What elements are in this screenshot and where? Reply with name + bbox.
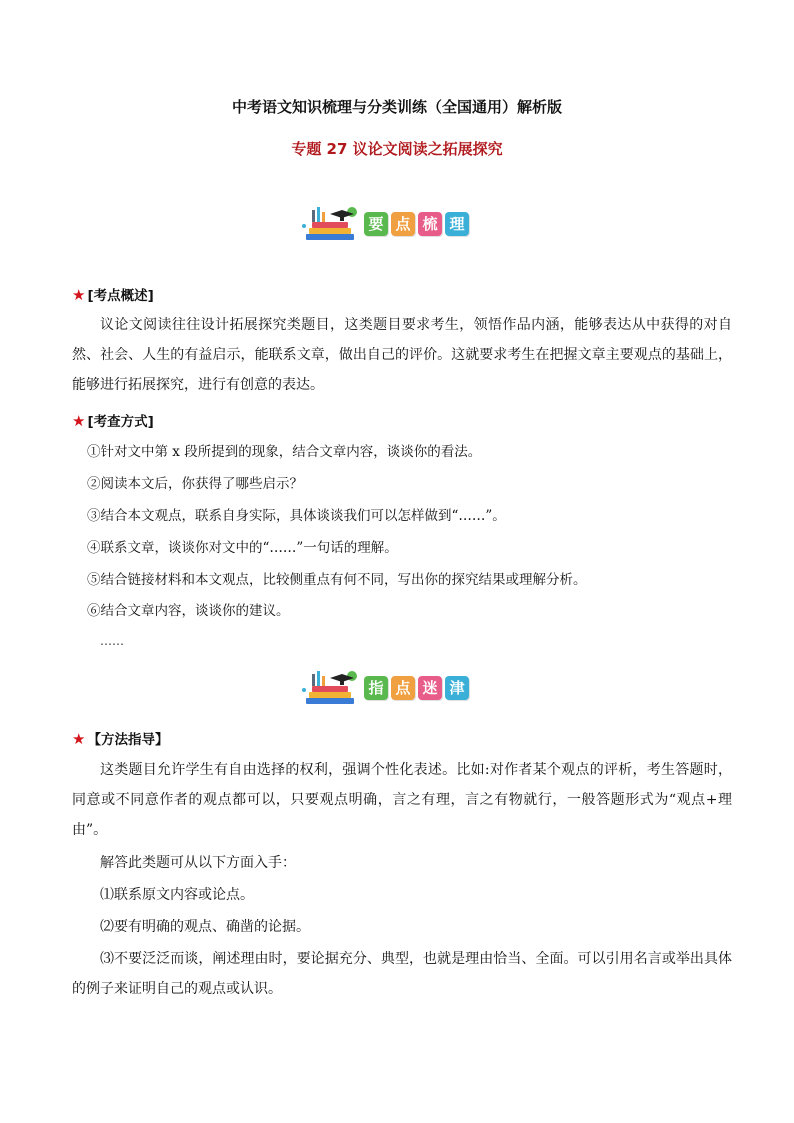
star-icon: ★ — [72, 412, 86, 430]
list-ellipsis: …… — [100, 634, 124, 648]
star-icon: ★ — [72, 286, 86, 304]
section-heading-overview: ★ [考点概述] — [72, 286, 154, 304]
list-item: ④联系文章，谈谈你对文中的“……”一句话的理解。 — [87, 540, 398, 556]
banner-char-tile: 津 — [445, 676, 469, 700]
document-title: 中考语文知识梳理与分类训练（全国通用）解析版 — [231, 98, 562, 116]
approach-point: ⑴联系原文内容或论点。 — [100, 887, 254, 903]
list-item: ③结合本文观点，联系自身实际，具体谈谈我们可以怎样做到“……”。 — [87, 508, 506, 524]
banner-char-tile: 点 — [391, 676, 415, 700]
section-heading-exam-methods: ★ [考查方式] — [72, 412, 154, 430]
banner-char-tile: 要 — [364, 212, 388, 236]
method-paragraph: 这类题目允许学生有自由选择的权利，强调个性化表述。比如:对作者某个观点的评析，考生答题时，同意或不同意作者的观点都可以，只要观点明确，言之有理，言之有物就行，一般答题形式为“观点+理由”。 — [72, 762, 732, 838]
banner-char-tile: 梳 — [418, 212, 442, 236]
topic-title: 专题 27 议论文阅读之拓展探究 — [291, 140, 503, 158]
list-item: ②阅读本文后，你获得了哪些启示？ — [87, 476, 303, 492]
section-heading-method-guide: ★ 【方法指导】 — [72, 730, 169, 748]
banner-char-tile: 指 — [364, 676, 388, 700]
approach-point: ⑶不要泛泛而谈，阐述理由时，要论据充分、典型，也就是理由恰当、全面。可以引用名言或举出具体的例子来证明自己的观点或认识。 — [72, 951, 732, 997]
banner-char-tile: 迷 — [418, 676, 442, 700]
section-banner-guidance — [300, 668, 500, 708]
banner-char-tile: 点 — [391, 212, 415, 236]
books-icon — [300, 668, 364, 708]
list-item: ⑤结合链接材料和本文观点，比较侧重点有何不同，写出你的探究结果或理解分析。 — [87, 572, 587, 588]
overview-paragraph: 议论文阅读往往设计拓展探究类题目，这类题目要求考生，领悟作品内涵，能够表达从中获得的对自然、社会、人生的有益启示，能联系文章，做出自己的评价。这就要求考生在把握文章主要观点的基础上，能够进行拓展探究，进行有创意的表达。 — [72, 317, 732, 393]
section-banner-key-points — [300, 204, 500, 244]
approach-point: ⑵要有明确的观点、确凿的论据。 — [100, 919, 310, 935]
star-icon: ★ — [72, 730, 86, 748]
list-item: ①针对文中第 x 段所提到的现象，结合文章内容，谈谈你的看法。 — [87, 444, 482, 460]
list-item: ⑥结合文章内容，谈谈你的建议。 — [87, 603, 290, 619]
books-icon — [300, 204, 364, 244]
approach-intro: 解答此类题可从以下方面入手： — [100, 855, 296, 871]
banner-char-tile: 理 — [445, 212, 469, 236]
